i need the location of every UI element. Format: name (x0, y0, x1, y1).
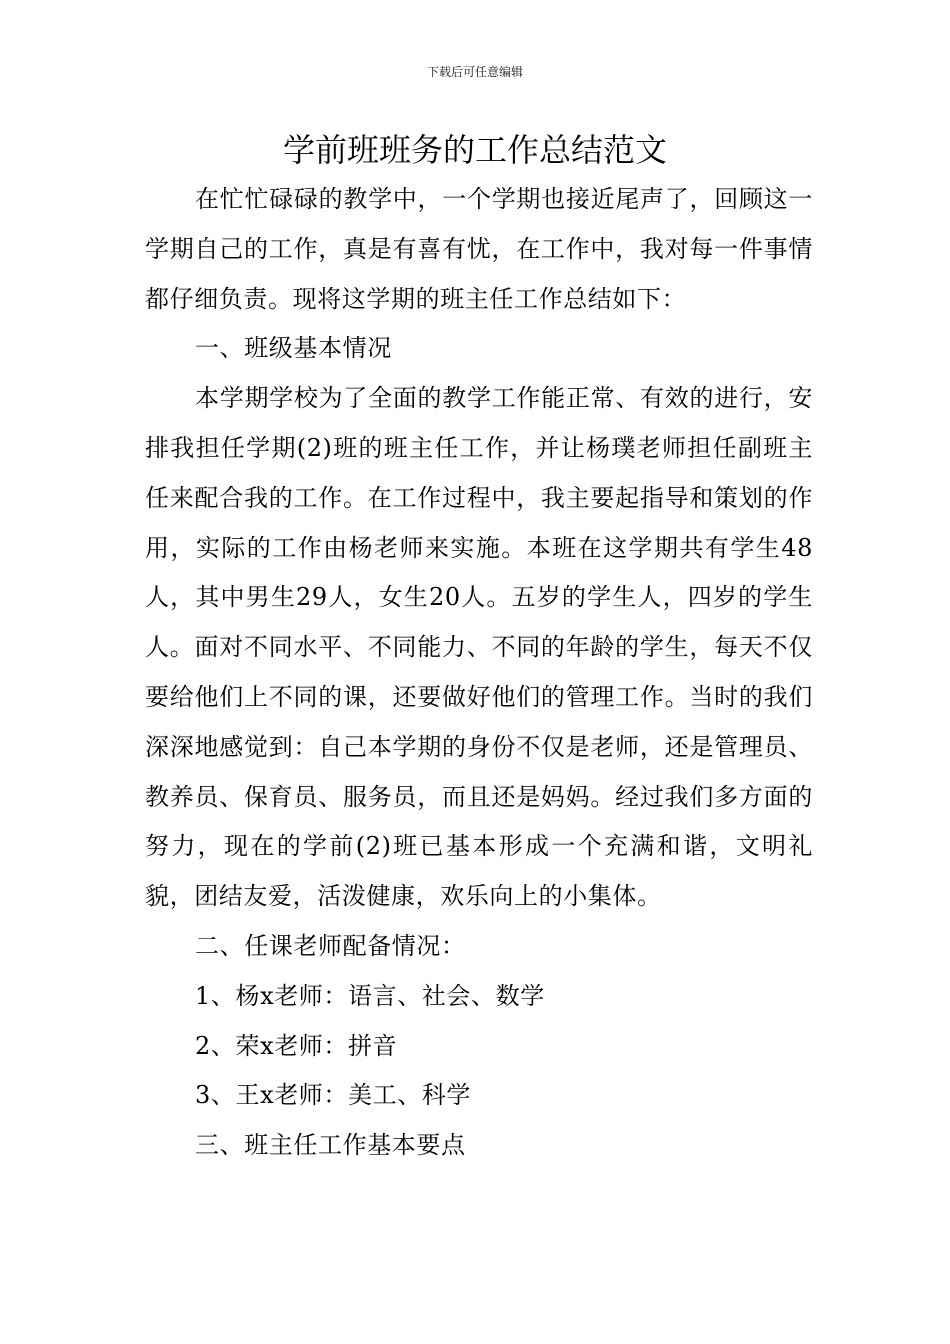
paragraph-class-info: 本学期学校为了全面的教学工作能正常、有效的进行，安排我担任学期(2)班的班主任工作，并让杨璞老师担任副班主任来配合我的工作。在工作过程中，我主要起指导和策划的作用，实际的工作由杨老师来实施。本班在这学期共有学生48人，其中男生29人，女生20人。五岁的学生人，四岁的学生人。面对不同水平、不同能力、不同的年龄的学生，每天不仅要给他们上不同的课，还要做好他们的管理工作。当时的我们深深地感觉到：自己本学期的身份不仅是老师，还是管理员、教养员、保育员、服务员，而且还是妈妈。经过我们多方面的努力，现在的学前(2)班已基本形成一个充满和谐，文明礼貌，团结友爱，活泼健康，欢乐向上的小集体。 (145, 384, 813, 911)
section-heading-3: 三、班主任工作基本要点 (195, 1131, 466, 1160)
teacher-item-1: 1、杨x老师：语言、社会、数学 (195, 981, 545, 1010)
header-note: 下载后可任意编辑 (426, 65, 523, 79)
document-title: 学前班班务的工作总结范文 (282, 131, 667, 169)
teacher-item-3: 3、王x老师：美工、科学 (195, 1081, 472, 1110)
teacher-item-2: 2、荣x老师：拼音 (195, 1031, 398, 1060)
document-body (145, 175, 813, 1171)
paragraph-intro: 在忙忙碌碌的教学中，一个学期也接近尾声了，回顾这一学期自己的工作，真是有喜有忧，在工作中，我对每一件事情都仔细负责。现将这学期的班主任工作总结如下： (145, 185, 813, 313)
section-heading-1: 一、班级基本情况 (195, 334, 392, 363)
section-heading-2: 二、任课老师配备情况： (195, 931, 466, 960)
